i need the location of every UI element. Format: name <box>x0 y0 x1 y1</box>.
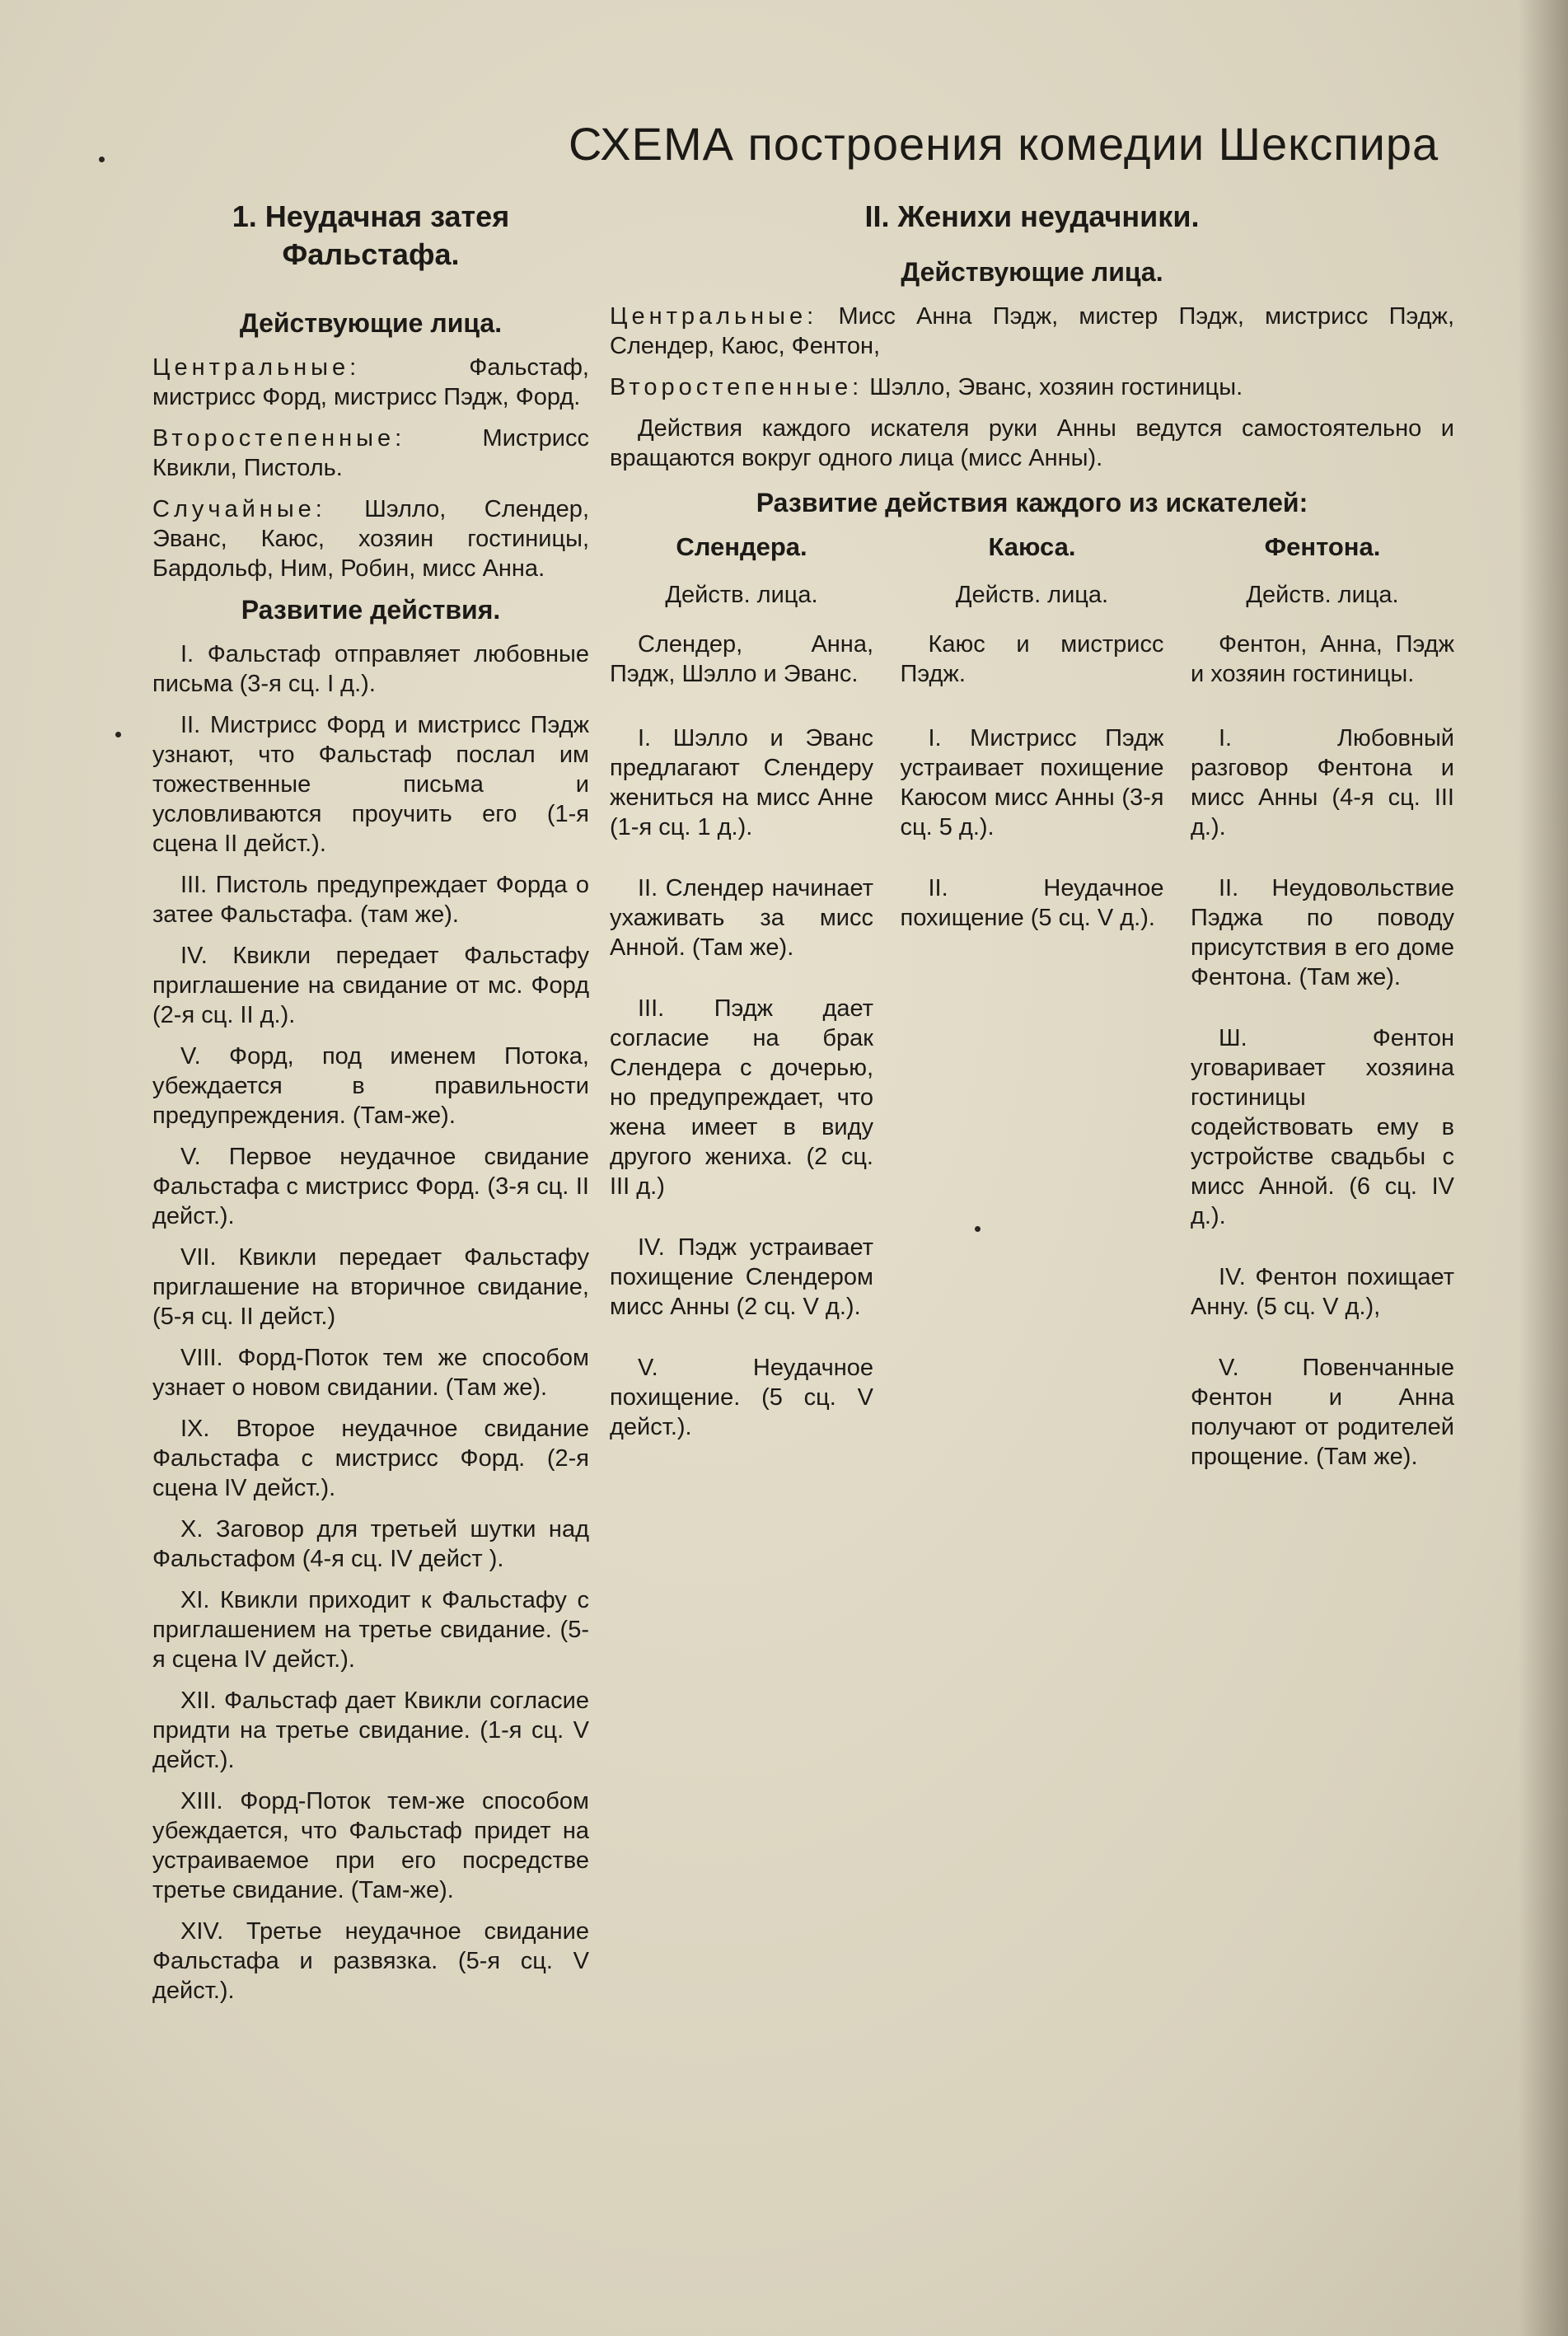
suitors-columns <box>610 532 1454 1503</box>
suitor-item: I. Любовный разговор Фентона и мисс Анны (4-я сц. III д.). <box>1191 725 1454 840</box>
suitor-item: Ш. Фентон уговаривает хозяина гостиницы содействовать ему в устройстве свадьбы с мисс Анной. (6 сц. IV д.). <box>1191 1025 1454 1229</box>
suitor-heading: Каюса. <box>988 532 1076 561</box>
part1-item: X. Заговор для третьей шутки над Фальстафом (4-я сц. IV дейст ). <box>152 1516 589 1572</box>
suitor-chars: Фентон, Анна, Пэдж и хозяин гостиницы. <box>1191 631 1454 687</box>
suitor-chars-label: Действ. лица. <box>665 582 818 608</box>
part1-item: V. Форд, под именем Потока, убеждается в правильности предупреждения. (Там-же). <box>152 1043 589 1129</box>
suitor-item: IV. Фентон похищает Анну. (5 сц. V д.), <box>1191 1264 1454 1320</box>
part1-development-heading: Развитие действия. <box>241 595 501 625</box>
suitor-column-slender <box>610 532 873 1503</box>
part1-item: V. Первое неудачное свидание Фальстафа с мистрисс Форд. (3-я сц. II дейст.). <box>152 1144 589 1229</box>
part1-central-label: Центральные: <box>152 354 361 381</box>
page-title: СХЕМА построения комедии Шекспира <box>569 118 1439 170</box>
suitor-item: I. Мистрисс Пэдж устраивает похищение Каюсом мисс Анны (3-я сц. 5 д.). <box>900 725 1164 840</box>
suitor-item: III. Пэдж дает согласие на брак Слендера с дочерью, но предупреждает, что жена имеет в виду другого жениха. (2 сц. III д.) <box>610 995 873 1200</box>
part1-secondary <box>152 424 589 483</box>
suitor-item: II. Слендер начинает ухаживать за мисс Анной. (Там же). <box>610 875 873 961</box>
part1-title: 1. Неудачная затея Фальстафа. <box>232 199 510 271</box>
part1-item: VII. Квикли передает Фальстафу приглашение на вторичное свидание, (5-я сц. II дейст.) <box>152 1244 589 1330</box>
suitor-item: IV. Пэдж устраивает похищение Слендером мисс Анны (2 сц. V д.). <box>610 1234 873 1320</box>
part1-secondary-text: Мистрисс Квикли, Пистоль. <box>152 425 589 481</box>
part2-central-label: Центральные: <box>610 303 818 330</box>
suitor-column-fenton <box>1191 532 1454 1503</box>
suitor-chars: Слендер, Анна, Пэдж, Шэлло и Эванс. <box>610 631 873 687</box>
part1-item: I. Фальстаф отправляет любовные письма (3-я сц. I д.). <box>152 641 589 697</box>
part1-item: III. Пистоль предупреждает Форда о затее Фальстафа. (там же). <box>152 872 589 928</box>
part1-item: IV. Квикли передает Фальстафу приглашение на свидание от мс. Форд (2-я сц. II д.). <box>152 943 589 1028</box>
suitor-chars-label: Действ. лица. <box>1246 582 1399 608</box>
suitor-column-caius <box>901 532 1164 1503</box>
part1-item: XIV. Третье неудачное свидание Фальстафа и развязка. (5-я сц. V дейст.). <box>152 1918 589 2004</box>
part2-development-heading: Развитие действия каждого из искателей: <box>756 488 1308 517</box>
part2-note: Действия каждого искателя руки Анны ведутся самостоятельно и вращаются вокруг одного лица (мисс Анны). <box>610 415 1454 471</box>
part2-secondary-text: Шэлло, Эванс, хозяин гостиницы. <box>869 374 1243 400</box>
part1-random <box>152 494 589 583</box>
part1-item: II. Мистрисс Форд и мистрисс Пэдж узнают, что Фальстаф послал им тожественные письма и условливаются проучить его (1-я сцена II дейст.). <box>152 712 589 857</box>
part1-item: XI. Квикли приходит к Фальстафу с приглашением на третье свидание. (5-я сцена IV дейст.). <box>152 1587 589 1673</box>
suitor-chars-label: Действ. лица. <box>955 582 1109 608</box>
ink-speck <box>115 732 121 737</box>
part1-item: IX. Второе неудачное свидание Фальстафа с мистрисс Форд. (2-я сцена IV дейст.). <box>152 1416 589 1501</box>
suitor-heading: Слендера. <box>676 532 807 561</box>
part1-item: VIII. Форд-Поток тем же способом узнает о новом свидании. (Там же). <box>152 1345 589 1401</box>
part1-column <box>152 198 589 2017</box>
suitor-item: I. Шэлло и Эванс предлагают Слендеру жениться на мисс Анне (1-я сц. 1 д.). <box>610 725 873 840</box>
part2-secondary <box>610 372 1454 402</box>
part1-random-text: Шэлло, Слендер, Эванс, Каюс, хозяин гостиницы, Бардольф, Ним, Робин, мисс Анна. <box>152 496 589 582</box>
part1-central <box>152 353 589 412</box>
part2-secondary-label: Второстепенные: <box>610 374 864 400</box>
part1-characters-heading: Действующие лица. <box>239 308 503 338</box>
suitor-item: II. Неудачное похищение (5 сц. V д.). <box>900 875 1164 931</box>
part1-random-label: Случайные: <box>152 496 326 522</box>
suitor-item: II. Неудовольствие Пэджа по поводу присутствия в его доме Фентона. (Там же). <box>1191 875 1454 990</box>
suitor-heading: Фентона. <box>1264 532 1381 561</box>
suitor-chars: Каюс и мистрисс Пэдж. <box>900 631 1164 687</box>
part1-item: XII. Фальстаф дает Квикли согласие придти на третье свидание. (1-я сц. V дейст.). <box>152 1688 589 1773</box>
part2-central <box>610 302 1454 361</box>
suitor-item: V. Неудачное похищение. (5 сц. V дейст.). <box>610 1355 873 1440</box>
part2-title: II. Женихи неудачники. <box>864 199 1200 233</box>
part1-item: XIII. Форд-Поток тем-же способом убеждается, что Фальстаф придет на устраиваемое при его посредстве третье свидание. (Там-же). <box>152 1788 589 1903</box>
part2-characters-heading: Действующие лица. <box>901 257 1163 287</box>
suitor-item: V. Повенчанные Фентон и Анна получают от родителей прощение. (Там же). <box>1191 1355 1454 1470</box>
page-spine-shadow <box>1519 0 1568 2336</box>
part1-central-text: Фальстаф, мистрисс Форд, мистрисс Пэдж, Форд. <box>152 354 589 410</box>
part2-central-text: Мисс Анна Пэдж, мистер Пэдж, мистрисс Пэдж, Слендер, Каюс, Фентон, <box>610 303 1454 359</box>
ink-speck <box>99 157 105 162</box>
part1-secondary-label: Второстепенные: <box>152 425 406 452</box>
part2-section <box>610 198 1454 1503</box>
